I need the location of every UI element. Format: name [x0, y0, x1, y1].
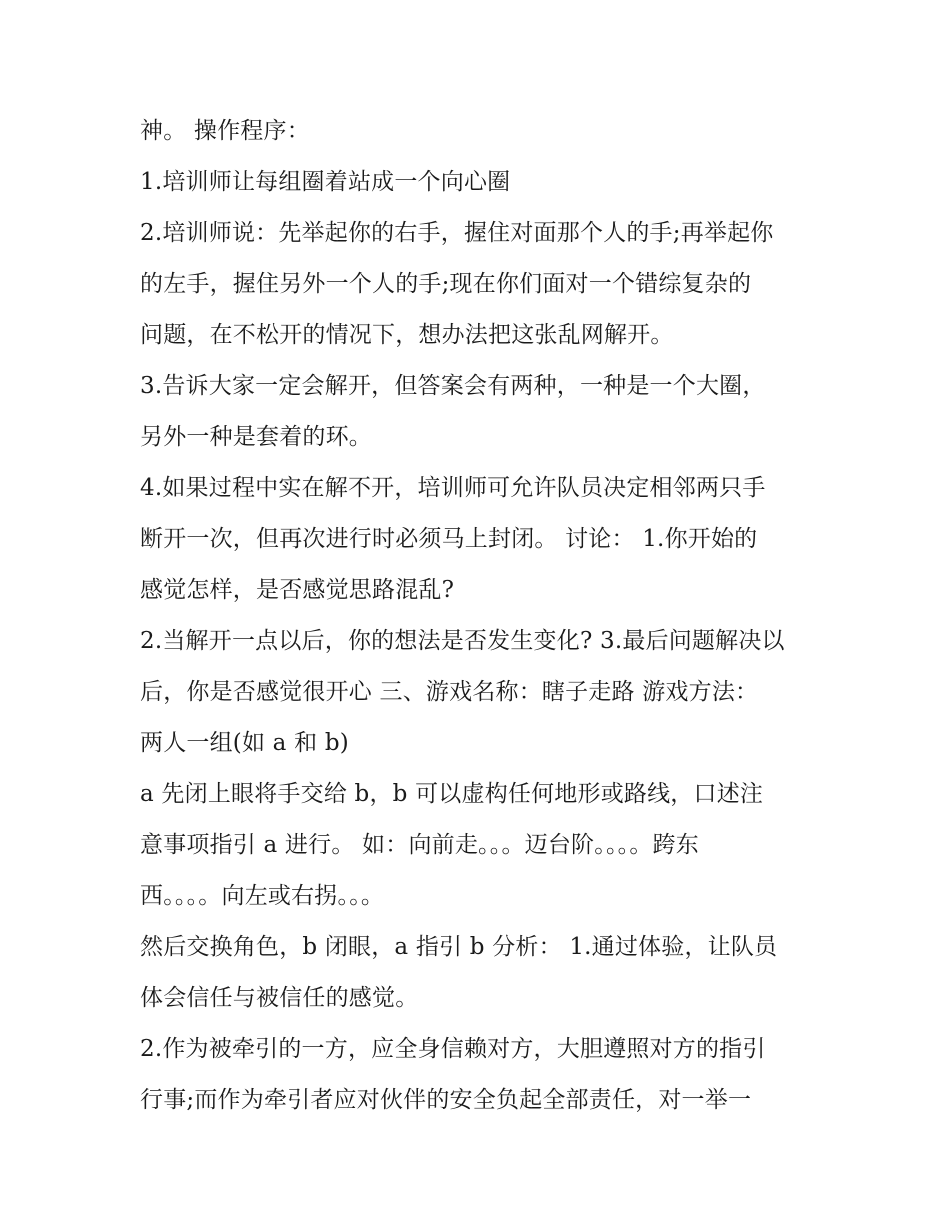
- text-line: 意事项指引 a 进行。 如：向前走。。。迈台阶。。。。跨东: [140, 832, 699, 858]
- text-line: a 先闭上眼将手交给 b，b 可以虚构任何地形或路线，口述注: [140, 781, 764, 807]
- text-line: 感觉怎样，是否感觉思路混乱?: [140, 577, 455, 603]
- document-body: [140, 106, 820, 1126]
- text-line: 问题，在不松开的情况下，想办法把这张乱网解开。: [140, 322, 674, 348]
- text-line: 两人一组(如 a 和 b): [140, 730, 349, 756]
- text-line: 体会信任与被信任的感觉。: [140, 985, 419, 1011]
- text-line: 后，你是否感觉很开心 三、游戏名称：瞎子走路 游戏方法：: [140, 679, 759, 705]
- text-line: 另外一种是套着的环。: [140, 424, 372, 450]
- text-line: 行事;而作为牵引者应对伙伴的安全负起全部责任，对一举一: [140, 1087, 752, 1113]
- text-line: 然后交换角色，b 闭眼，a 指引 b 分析： 1.通过体验，让队员: [140, 934, 778, 960]
- text-line: 2.当解开一点以后，你的想法是否发生变化? 3.最后问题解决以: [140, 628, 785, 654]
- text-line: 神。 操作程序：: [140, 118, 310, 144]
- text-line: 1.培训师让每组圈着站成一个向心圈: [140, 169, 511, 195]
- text-line: 2.培训师说：先举起你的右手，握住对面那个人的手;再举起你: [140, 220, 774, 246]
- text-line: 西。。。。向左或右拐。。。: [140, 883, 385, 909]
- text-line: 4.如果过程中实在解不开，培训师可允许队员决定相邻两只手: [140, 475, 766, 501]
- text-line: 的左手，握住另外一个人的手;现在你们面对一个错综复杂的: [140, 271, 752, 297]
- text-line: 3.告诉大家一定会解开，但答案会有两种，一种是一个大圈，: [140, 373, 766, 399]
- text-line: 断开一次，但再次进行时必须马上封闭。 讨论： 1.你开始的: [140, 526, 758, 552]
- text-line: 2.作为被牵引的一方，应全身信赖对方，大胆遵照对方的指引: [140, 1036, 766, 1062]
